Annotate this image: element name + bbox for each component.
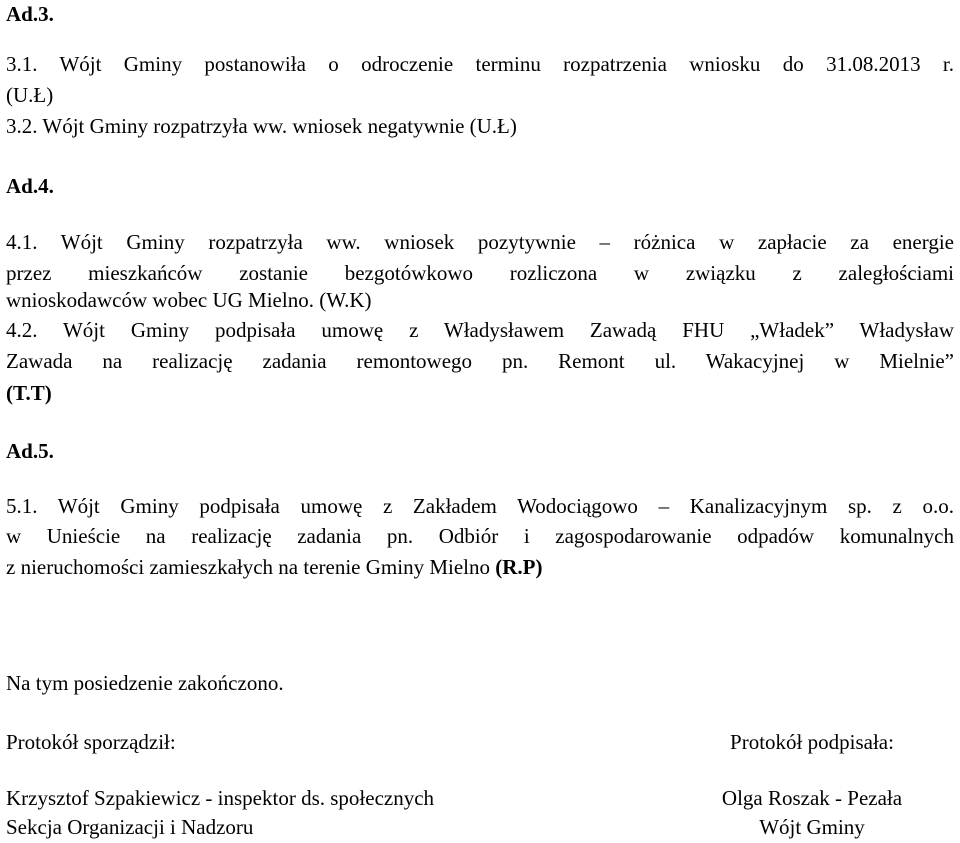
item-4-2-line1: 4.2. Wójt Gminy podpisała umowę z Władysławem Zawadą FHU „Władek” Władysław <box>6 318 954 342</box>
signature-right-title: Wójt Gminy <box>759 815 865 839</box>
item-4-1-line1: 4.1. Wójt Gminy rozpatrzyła ww. wniosek pozytywnie – różnica w zapłacie za energie <box>6 230 954 254</box>
signature-left-label: Protokół sporządził: <box>6 730 176 754</box>
item-4-2-line2: Zawada na realizację zadania remontowego pn. Remont ul. Wakacyjnej w Mielnie” <box>6 349 954 373</box>
signature-left-name: Krzysztof Szpakiewicz - inspektor ds. społecznych <box>6 786 435 810</box>
closing-statement: Na tym posiedzenie zakończono. <box>6 671 284 695</box>
item-5-1-line3 <box>6 555 542 579</box>
signature-right-name: Olga Roszak - Pezała <box>721 786 903 810</box>
section-heading-ad5: Ad.5. <box>6 439 54 463</box>
item-5-1-line3-text: z nieruchomości zamieszkałych na terenie Gminy Mielno <box>6 555 496 579</box>
item-5-1-line1: 5.1. Wójt Gminy podpisała umowę z Zakładem Wodociągowo – Kanalizacyjnym sp. z o.o. <box>6 494 954 518</box>
item-5-1-line2: w Unieście na realizację zadania pn. Odbiór i zagospodarowanie odpadów komunalnych <box>6 524 954 548</box>
item-3-1-line1: 3.1. Wójt Gminy postanowiła o odroczenie terminu rozpatrzenia wniosku do 31.08.2013 r. <box>6 52 954 76</box>
item-3-2: 3.2. Wójt Gminy rozpatrzyła ww. wniosek negatywnie (U.Ł) <box>6 114 517 138</box>
item-4-1-line2: przez mieszkańców zostanie bezgotówkowo rozliczona w związku z zaległościami <box>6 261 954 285</box>
signature-left-unit: Sekcja Organizacji i Nadzoru <box>6 815 254 839</box>
item-5-1-line3-bold: (R.P) <box>495 555 543 579</box>
item-4-2-line3: (T.T) <box>6 381 52 405</box>
section-heading-ad3: Ad.3. <box>6 2 54 26</box>
item-4-1-line3: wnioskodawców wobec UG Mielno. (W.K) <box>6 288 372 312</box>
section-heading-ad4: Ad.4. <box>6 174 54 198</box>
item-3-1-line2: (U.Ł) <box>6 83 54 107</box>
signature-right-label: Protokół podpisała: <box>730 730 894 754</box>
